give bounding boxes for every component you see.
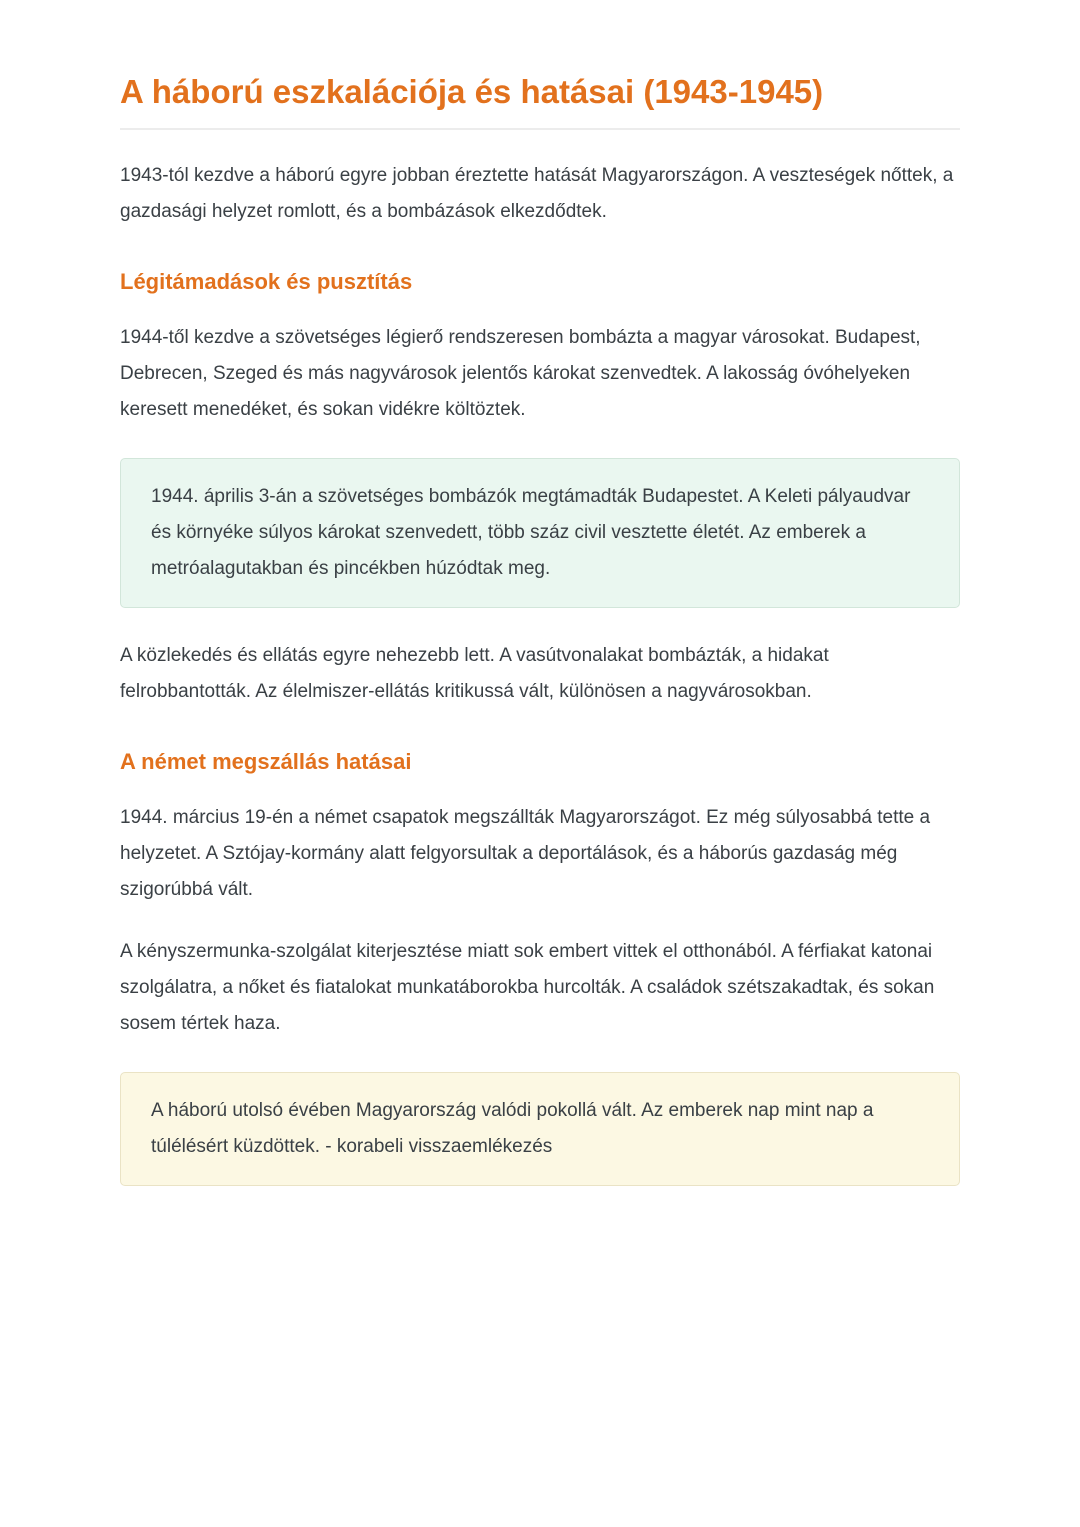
air-raids-paragraph-2: A közlekedés és ellátás egyre nehezebb lett. A vasútvonalakat bombázták, a hidakat felrobbantották. Az élelmiszer-ellátás kritikussá vált, különösen a nagyvárosokban. — [120, 645, 829, 702]
highlight-box-green — [120, 458, 960, 608]
section-heading-air-raids: Légitámadások és pusztítás — [120, 269, 413, 294]
air-raids-paragraph-1: 1944-től kezdve a szövetséges légierő rendszeresen bombázta a magyar városokat. Budapest, Debrecen, Szeged és más nagyvárosok jelentős károkat szenvedtek. A lakosság óvóhelyeken keresett menedéket, és sokan vidékre költöztek. — [120, 327, 921, 420]
section-heading-german-occupation: A német megszállás hatásai — [120, 749, 412, 774]
occupation-paragraph-2: A kényszermunka-szolgálat kiterjesztése miatt sok embert vittek el otthonából. A férfiakat katonai szolgálatra, a nőket és fiatalokat munkatáborokba hurcolták. A családok szétszakadtak, és sokan sosem tértek haza. — [120, 941, 935, 1034]
title-divider — [120, 128, 960, 130]
quote-box-yellow — [120, 1072, 960, 1186]
intro-paragraph: 1943-tól kezdve a háború egyre jobban éreztette hatását Magyarországon. A veszteségek nőttek, a gazdasági helyzet romlott, és a bombázások elkezdődtek. — [120, 165, 954, 222]
quote-box-text: A háború utolsó évében Magyarország valódi pokollá vált. Az emberek nap mint nap a túlélésért küzdöttek. - korabeli visszaemlékezés — [151, 1100, 874, 1157]
occupation-paragraph-1: 1944. március 19-én a német csapatok megszállták Magyarországot. Ez még súlyosabbá tette a helyzetet. A Sztójay-kormány alatt felgyorsultak a deportálások, és a háborús gazdaság még szigorúbbá vált. — [120, 807, 931, 900]
highlight-box-text: 1944. április 3-án a szövetséges bombázók megtámadták Budapestet. A Keleti pályaudvar és környéke súlyos károkat szenvedett, több száz civil vesztette életét. Az emberek a metróalagutakban és pincékben húzódtak meg. — [151, 486, 911, 579]
page-title: A háború eszkalációja és hatásai (1943-1945) — [120, 73, 824, 110]
